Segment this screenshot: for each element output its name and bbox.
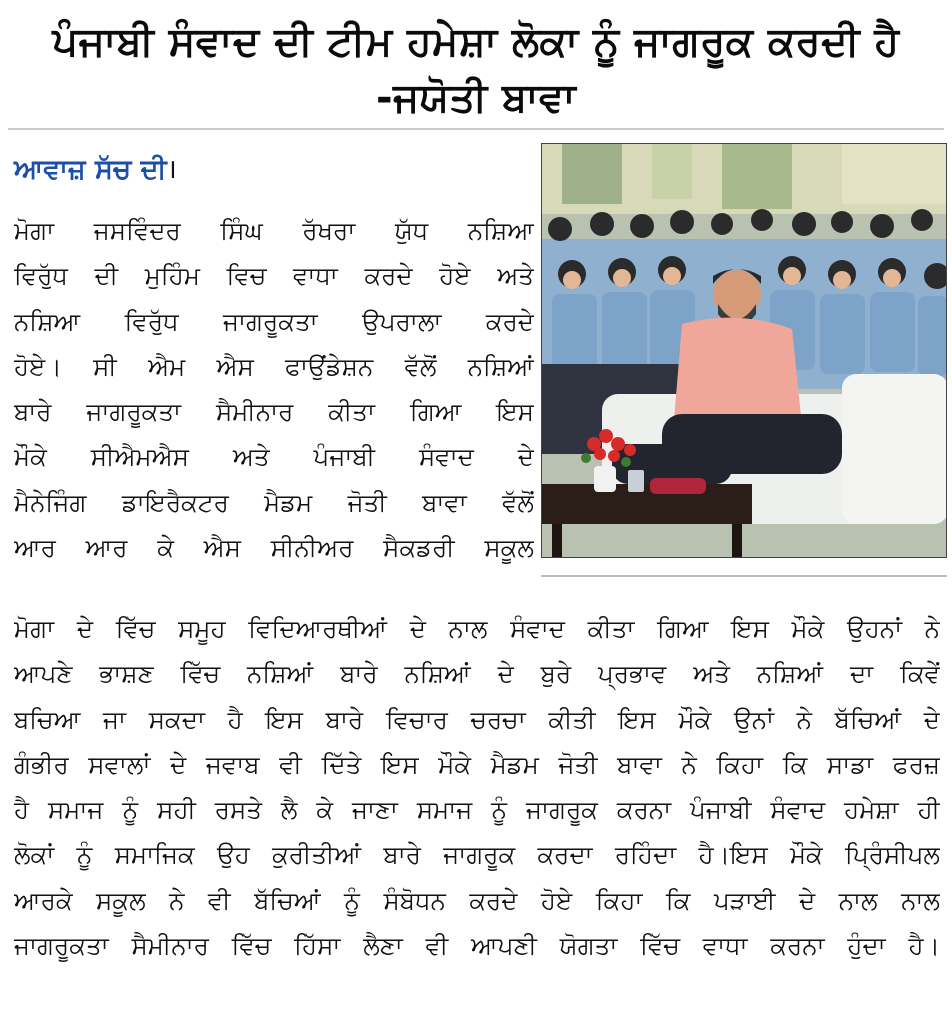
body-line: ਬਚਿਆ ਜਾ ਸਕਦਾ ਹੈ ਇਸ ਬਾਰੇ ਵਿਚਾਰ ਚਰਚਾ ਕੀਤੀ ਇਸ ਮੌਕੇ ਉਨਾਂ ਨੇ ਬੱਚਿਆਂ ਦੇ (14, 704, 940, 734)
column-line: ਮੈਨੇਜਿੰਗ ਡਾਇਰੈਕਟਰ ਮੈਡਮ ਜੋਤੀ ਬਾਵਾ ਵੱਲੋਂ (14, 487, 534, 517)
column-line: ਨਸ਼ਿਆ ਵਿਰੁੱਧ ਜਾਗਰੂਕਤਾ ਉਪਰਾਲਾ ਕਰਦੇ (14, 306, 534, 336)
column-line: ਮੌਕੇ ਸੀਐਮਐਸ ਅਤੇ ਪੰਜਾਬੀ ਸੰਵਾਦ ਦੇ (14, 442, 534, 472)
body-line: ਗੰਭੀਰ ਸਵਾਲਾਂ ਦੇ ਜਵਾਬ ਵੀ ਦਿੱਤੇ ਇਸ ਮੌਕੇ ਮੈਡਮ ਜੋਤੀ ਬਾਵਾ ਨੇ ਕਿਹਾ ਕਿ ਸਾਡਾ ਫਰਜ਼ (14, 749, 940, 779)
column-text (14, 208, 534, 570)
seminar-photo (541, 143, 947, 558)
body-line: ਆਰਕੇ ਸਕੂਲ ਨੇ ਵੀ ਬੱਚਿਆਂ ਨੂੰ ਸੰਬੋਧਨ ਕਰਦੇ ਹੋਏ ਕਿਹਾ ਕਿ ਪੜਾਈ ਦੇ ਨਾਲ ਨਾਲ (14, 885, 940, 915)
body-line: ਲੋਕਾਂ ਨੂੰ ਸਮਾਜਿਕ ਉਹ ਕੁਰੀਤੀਆਂ ਬਾਰੇ ਜਾਗਰੂਕ ਕਰਦਾ ਰਹਿੰਦਾ ਹੈ।ਇਸ ਮੌਕੇ ਪ੍ਰਿੰਸੀਪਲ (14, 840, 940, 870)
column-line: ਹੋਏ। ਸੀ ਐਮ ਐਸ ਫਾਉਂਡੇਸ਼ਨ ਵੱਲੋਂ ਨਸ਼ਿਆਂ (14, 351, 534, 381)
column-line: ਆਰ ਆਰ ਕੇ ਐਸ ਸੀਨੀਅਰ ਸੈਕਡਰੀ ਸਕੂਲ (14, 533, 534, 563)
body-line: ਜਾਗਰੂਕਤਾ ਸੈਮੀਨਾਰ ਵਿੱਚ ਹਿੱਸਾ ਲੈਣਾ ਵੀ ਆਪਣੀ ਯੋਗਤਾ ਵਿੱਚ ਵਾਧਾ ਕਰਨਾ ਹੁੰਦਾ ਹੈ। (14, 931, 940, 961)
column-divider (541, 575, 947, 577)
headline (0, 14, 952, 126)
column-line: ਬਾਰੇ ਜਾਗਰੂਕਤਾ ਸੈਮੀਨਾਰ ਕੀਤਾ ਗਿਆ ਇਸ (14, 397, 534, 427)
byline (14, 150, 177, 190)
byline-separator: । (166, 154, 177, 185)
headline-line-2: -ਜਯੋਤੀ ਬਾਵਾ (375, 75, 577, 121)
seminar-photo-illustration (542, 144, 947, 558)
body-line: ਮੋਗਾ ਦੇ ਵਿੱਚ ਸਮੂਹ ਵਿਦਿਆਰਥੀਆਂ ਦੇ ਨਾਲ ਸੰਵਾਦ ਕੀਤਾ ਗਿਆ ਇਸ ਮੌਕੇ ਉਹਨਾਂ ਨੇ (14, 614, 940, 643)
column-line: ਮੋਗਾ ਜਸਵਿੰਦਰ ਸਿੰਘ ਰੱਖਰਾ ਯੁੱਧ ਨਸ਼ਿਆ (14, 216, 534, 245)
top-divider (8, 128, 944, 130)
body-line: ਆਪਣੇ ਭਾਸ਼ਣ ਵਿੱਚ ਨਸ਼ਿਆਂ ਬਾਰੇ ਨਸ਼ਿਆਂ ਦੇ ਬੁਰੇ ਪ੍ਰਭਾਵ ਅਤੇ ਨਸ਼ਿਆਂ ਦਾ ਕਿਵੇਂ (14, 659, 940, 689)
body-text (14, 606, 940, 968)
column-line: ਵਿਰੁੱਧ ਦੀ ਮੁਹਿੰਮ ਵਿਚ ਵਾਧਾ ਕਰਦੇ ਹੋਏ ਅਤੇ (14, 261, 534, 291)
byline-text: ਆਵਾਜ਼ ਸੱਚ ਦੀ (14, 154, 167, 185)
body-line: ਹੈ ਸਮਾਜ ਨੂੰ ਸਹੀ ਰਸਤੇ ਲੈ ਕੇ ਜਾਣਾ ਸਮਾਜ ਨੂੰ ਜਾਗਰੂਕ ਕਰਨਾ ਪੰਜਾਬੀ ਸੰਵਾਦ ਹਮੇਸ਼ਾ ਹੀ (14, 795, 940, 825)
headline-line-1: ਪੰਜਾਬੀ ਸੰਵਾਦ ਦੀ ਟੀਮ ਹਮੇਸ਼ਾ ਲੋਕਾ ਨੂੰ ਜਾਗਰੂਕ ਕਰਦੀ ਹੈ (52, 19, 900, 65)
